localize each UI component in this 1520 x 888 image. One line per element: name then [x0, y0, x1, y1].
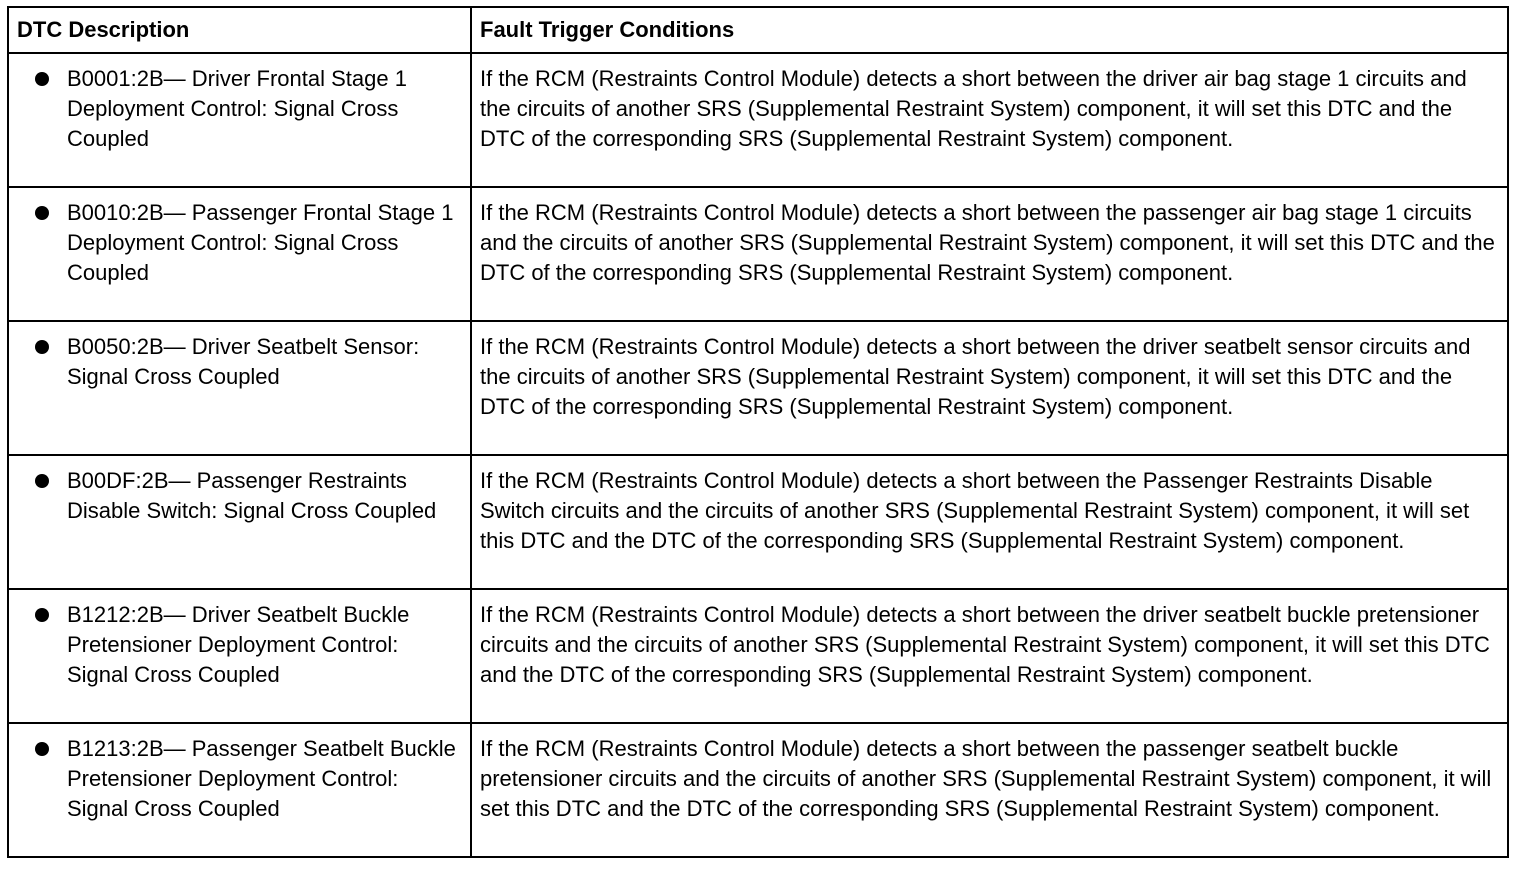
fault-conditions-cell [471, 455, 1508, 589]
table-row [8, 589, 1508, 723]
bullet-item [17, 734, 462, 824]
fault-conditions-cell [471, 187, 1508, 321]
table-row [8, 321, 1508, 455]
header-fault-trigger-conditions: Fault Trigger Conditions [471, 7, 1508, 53]
dtc-description-text: B0001:2B— Driver Frontal Stage 1 Deployment Control: Signal Cross Coupled [67, 66, 407, 151]
dtc-description-cell [8, 723, 471, 857]
bullet-item [17, 600, 462, 690]
dtc-description-text: B1212:2B— Driver Seatbelt Buckle Pretensioner Deployment Control: Signal Cross Coupled [67, 602, 410, 687]
document-sheet [7, 6, 1507, 858]
fault-conditions-text: If the RCM (Restraints Control Module) detects a short between the Passenger Restraints Disable Switch circuits and the circuits of another SRS (Supplemental Restraint System) component, it will set this DTC and the DTC of the corresponding SRS (Supplemental Restraint System) component. [480, 468, 1470, 553]
table-header [8, 7, 1508, 53]
fault-conditions-text: If the RCM (Restraints Control Module) detects a short between the driver seatbelt sensor circuits and the circuits of another SRS (Supplemental Restraint System) component, it will set this DTC and the DTC of the corresponding SRS (Supplemental Restraint System) component. [480, 334, 1471, 419]
dtc-description-text: B1213:2B— Passenger Seatbelt Buckle Pretensioner Deployment Control: Signal Cross Coupled [67, 736, 456, 821]
fault-conditions-cell [471, 589, 1508, 723]
bullet-item [17, 198, 462, 288]
dtc-description-cell [8, 321, 471, 455]
dtc-description-cell [8, 589, 471, 723]
table-row [8, 455, 1508, 589]
fault-conditions-text: If the RCM (Restraints Control Module) detects a short between the passenger seatbelt buckle pretensioner circuits and the circuits of another SRS (Supplemental Restraint System) component, it will set this DTC and the DTC of the corresponding SRS (Supplemental Restraint System) component. [480, 736, 1492, 821]
bullet-item [17, 64, 462, 154]
dtc-description-cell [8, 187, 471, 321]
bullet-item [17, 332, 462, 392]
table-row [8, 723, 1508, 857]
bullet-icon [35, 742, 49, 756]
bullet-icon [35, 340, 49, 354]
fault-conditions-cell [471, 723, 1508, 857]
header-dtc-description: DTC Description [8, 7, 471, 53]
bullet-item [17, 466, 462, 526]
dtc-description-text: B0050:2B— Driver Seatbelt Sensor: Signal Cross Coupled [67, 334, 420, 389]
dtc-description-text: B0010:2B— Passenger Frontal Stage 1 Deployment Control: Signal Cross Coupled [67, 200, 454, 285]
header-row [8, 7, 1508, 53]
bullet-icon [35, 474, 49, 488]
dtc-table [7, 6, 1509, 858]
fault-conditions-text: If the RCM (Restraints Control Module) detects a short between the driver air bag stage 1 circuits and the circuits of another SRS (Supplemental Restraint System) component, it will set this DTC and the DTC of the corresponding SRS (Supplemental Restraint System) component. [480, 66, 1467, 151]
table-row [8, 187, 1508, 321]
fault-conditions-text: If the RCM (Restraints Control Module) detects a short between the driver seatbelt buckle pretensioner circuits and the circuits of another SRS (Supplemental Restraint System) component, it will set this DTC and the DTC of the corresponding SRS (Supplemental Restraint System) component. [480, 602, 1490, 687]
dtc-description-text: B00DF:2B— Passenger Restraints Disable Switch: Signal Cross Coupled [67, 468, 437, 523]
bullet-icon [35, 206, 49, 220]
bullet-icon [35, 608, 49, 622]
table-row [8, 53, 1508, 187]
fault-conditions-text: If the RCM (Restraints Control Module) detects a short between the passenger air bag stage 1 circuits and the circuits of another SRS (Supplemental Restraint System) component, it will set this DTC and the DTC of the corresponding SRS (Supplemental Restraint System) component. [480, 200, 1495, 285]
fault-conditions-cell [471, 53, 1508, 187]
dtc-description-cell [8, 455, 471, 589]
fault-conditions-cell [471, 321, 1508, 455]
table-body [8, 53, 1508, 857]
bullet-icon [35, 72, 49, 86]
dtc-description-cell [8, 53, 471, 187]
